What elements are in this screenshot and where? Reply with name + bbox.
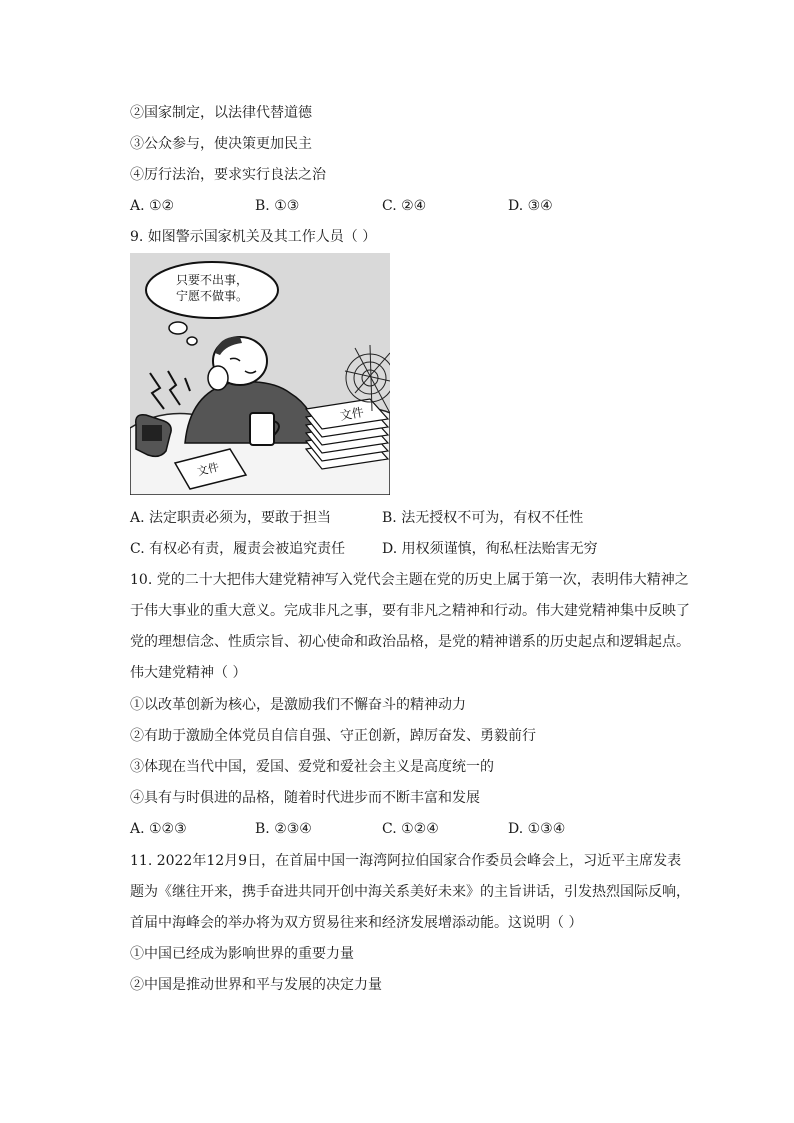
bubble-text-line2: 宁愿不做事。: [175, 289, 249, 303]
q10-option-a: A. ①②③: [130, 821, 187, 837]
q10-option-c: C. ①②④: [382, 821, 439, 837]
q10-statement-2: ②有助于激励全体党员自信自强、守正创新，踔厉奋发、勇毅前行: [130, 728, 536, 744]
q11-statement-1: ①中国已经成为影响世界的重要力量: [130, 946, 354, 962]
q8-statement-2: ②国家制定，以法律代替道德: [130, 105, 312, 121]
q10-paragraph-line4: 伟大建党精神（ ）: [130, 665, 247, 681]
q10-paragraph-line1: 10. 党的二十大把伟大建党精神写入党代会主题在党的历史上属于第一次，表明伟大精神之: [130, 572, 689, 588]
q8-statement-3: ③公众参与，使决策更加民主: [130, 136, 312, 152]
q10-paragraph-line3: 党的理想信念、性质宗旨、初心使命和政治品格，是党的精神谱系的历史起点和逻辑起点。: [130, 634, 690, 650]
q10-statement-1: ①以改革创新为核心，是激励我们不懈奋斗的精神动力: [130, 697, 466, 713]
q9-option-c: C. 有权必有责，履责会被追究责任: [130, 541, 346, 557]
q9-stem: 9. 如图警示国家机关及其工作人员（ ）: [130, 229, 377, 245]
q11-paragraph-line1: 11. 2022年12月9日，在首届中国一海湾阿拉伯国家合作委员会峰会上，习近平主席发表: [130, 853, 682, 869]
bubble-text-line1: 只要不出事，: [175, 273, 249, 287]
q9-option-d: D. 用权须谨慎，徇私枉法贻害无穷: [382, 541, 598, 557]
q11-paragraph-line2: 题为《继往开来，携手奋进共同开创中海关系美好未来》的主旨讲话，引发热烈国际反响，: [130, 884, 690, 900]
q10-statement-3: ③体现在当代中国，爱国、爱党和爱社会主义是高度统一的: [130, 759, 494, 775]
q10-statement-4: ④具有与时俱进的品格，随着时代进步而不断丰富和发展: [130, 790, 480, 806]
q10-option-b: B. ②③④: [255, 821, 312, 837]
desk-paper-label: 文件: [195, 460, 221, 479]
q10-option-d: D. ①③④: [508, 821, 566, 837]
q8-statement-4: ④厉行法治，要求实行良法之治: [130, 167, 326, 183]
q11-statement-2: ②中国是推动世界和平与发展的决定力量: [130, 977, 382, 993]
q8-option-d: D. ③④: [508, 198, 553, 214]
q8-option-c: C. ②④: [382, 198, 427, 214]
q8-option-a: A. ①②: [130, 198, 175, 214]
q9-option-b: B. 法无授权不可为，有权不任性: [382, 510, 584, 526]
q11-paragraph-line3: 首届中海峰会的举办将为双方贸易往来和经济发展增添动能。这说明（ ）: [130, 915, 583, 931]
document-stack-label: 文件: [338, 405, 365, 423]
bureaucrat-cartoon: [130, 253, 390, 495]
q10-paragraph-line2: 于伟大事业的重大意义。完成非凡之事，要有非凡之精神和行动。伟大建党精神集中反映了: [130, 603, 690, 619]
q8-option-b: B. ①③: [255, 198, 300, 214]
q9-option-a: A. 法定职责必须为，要敢于担当: [130, 510, 332, 526]
